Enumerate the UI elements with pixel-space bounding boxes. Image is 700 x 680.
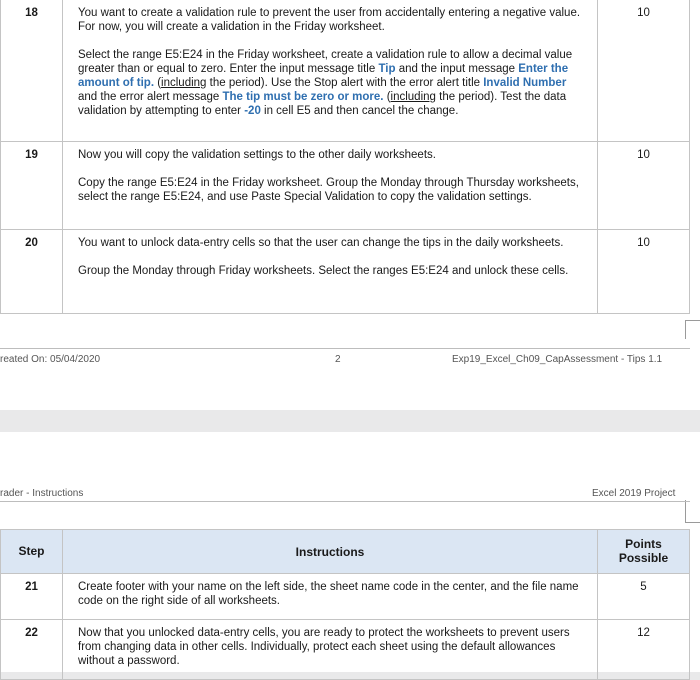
points-possible: 10 [598,0,690,142]
footer-file-name: Exp19_Excel_Ch09_CapAssessment - Tips 1.1 [452,354,663,365]
instruction-paragraph: Select the range E5:E24 in the Friday worksheet, create a validation rule to allow a decimal value greater than or equal to zero. Enter the input message title Tip and the input message Enter the amount of tip. (including the period). Use the Stop alert with the error alert title Invalid Number and the error alert message The tip must be zero or more. (including the period). Test the data validation by attempting to enter -20 in cell E5 and then cancel the change. [78,49,573,117]
crop-mark [685,500,700,523]
table-row [1,0,690,142]
table-row [1,574,690,620]
points-possible: 10 [598,230,690,314]
step-number: 21 [1,574,63,620]
step-number: 20 [1,230,63,314]
highlighted-value: Enter the amount of tip. [78,63,569,89]
instruction-paragraph: You want to unlock data-entry cells so that the user can change the tips in the daily worksheets. [78,237,564,249]
highlighted-value: Invalid Number [483,77,567,89]
header-right: Excel 2019 Project [592,488,676,499]
step-instructions [63,620,598,680]
points-possible: 12 [598,620,690,680]
step-number: 18 [1,0,63,142]
instructions-table-page-1 [0,0,690,314]
instruction-paragraph: Copy the range E5:E24 in the Friday worksheet. Group the Monday through Thursday worksheets, select the range E5:E24, and use Paste Special Validation to copy the validation settings. [78,177,579,203]
step-instructions [63,574,598,620]
highlighted-value: Tip [378,63,396,75]
instruction-paragraph: Now that you unlocked data-entry cells, you are ready to protect the worksheets to prevent users from changing data in other cells. Individually, protect each sheet using the default allowances without a password. [78,627,570,667]
step-instructions [63,142,598,230]
footer-created-date: reated On: 05/04/2020 [0,354,101,365]
instructions-table-page-2 [0,529,690,680]
crop-mark [685,320,700,339]
points-possible: 10 [598,142,690,230]
table-header-row [1,530,690,574]
instruction-paragraph: Group the Monday through Friday worksheets. Select the ranges E5:E24 and unlock these cells. [78,265,569,277]
points-possible: 5 [598,574,690,620]
highlighted-value: -20 [244,105,261,117]
step-instructions [63,0,598,142]
step-instructions [63,230,598,314]
instruction-paragraph: Now you will copy the validation settings to the other daily worksheets. [78,149,436,161]
column-header-instructions: Instructions [63,530,598,574]
table-row [1,230,690,314]
footer-rule [0,348,690,349]
highlighted-value: The tip must be zero or more. [222,91,384,103]
header-left: rader - Instructions [0,488,84,499]
table-row [1,620,690,680]
column-header-step: Step [1,530,63,574]
step-number: 19 [1,142,63,230]
table-row [1,142,690,230]
instruction-paragraph: Create footer with your name on the left side, the sheet name code in the center, and the file name code on the right side of all worksheets. [78,581,579,607]
instruction-paragraph: You want to create a validation rule to prevent the user from accidentally entering a negative value. For now, you will create a validation in the Friday worksheet. [78,7,581,33]
column-header-points: Points Possible [598,530,690,574]
step-number: 22 [1,620,63,680]
footer-page-number: 2 [335,354,341,365]
header-rule [0,501,690,502]
